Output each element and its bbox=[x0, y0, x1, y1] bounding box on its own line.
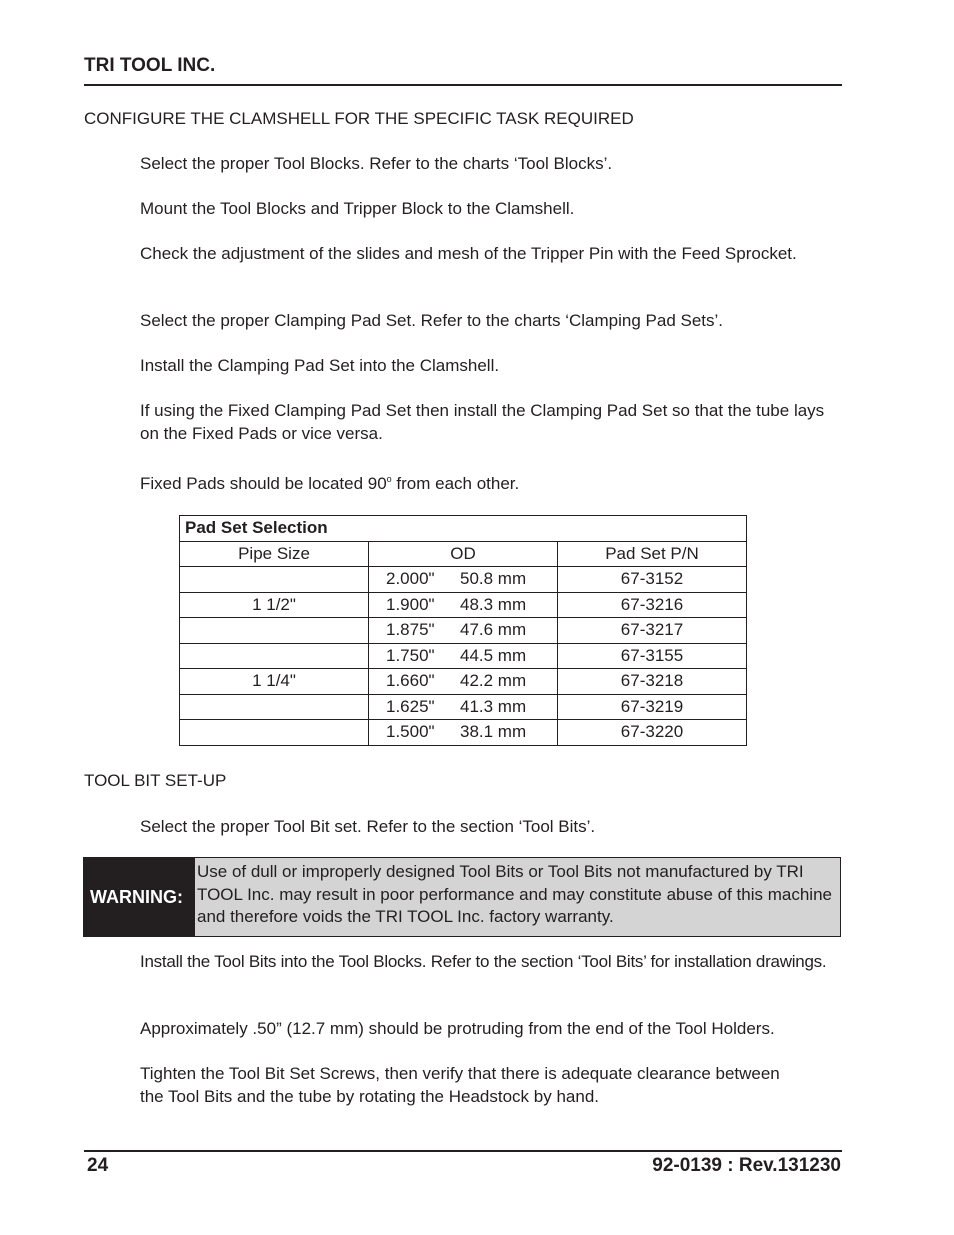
od-cell bbox=[369, 618, 558, 644]
pad-set-pn-cell: 67-3155 bbox=[558, 643, 747, 669]
paragraph-protrusion: Approximately .50” (12.7 mm) should be protruding from the end of the Tool Holders. bbox=[140, 1019, 775, 1038]
od-cell bbox=[369, 720, 558, 746]
header-rule bbox=[84, 84, 842, 86]
paragraph-fixed-clamping: If using the Fixed Clamping Pad Set then install the Clamping Pad Set so that the tube lays on the Fixed Pads or vice versa. bbox=[140, 401, 825, 443]
pipe-size-cell bbox=[180, 618, 369, 644]
pad-set-pn-cell: 67-3152 bbox=[558, 567, 747, 593]
warning-text: Use of dull or improperly designed Tool Bits or Tool Bits not manufactured by TRI TOOL Inc. may result in poor performance and may constitute abuse of this machine and therefore voids the TRI TOOL Inc. factory warranty. bbox=[195, 858, 840, 936]
table-title: Pad Set Selection bbox=[180, 516, 747, 542]
od-cell bbox=[369, 694, 558, 720]
od-cell bbox=[369, 567, 558, 593]
table-row bbox=[180, 669, 747, 695]
od-inches: 1.500" bbox=[386, 722, 435, 742]
pad-set-pn-cell: 67-3216 bbox=[558, 592, 747, 618]
footer-rule bbox=[84, 1150, 842, 1152]
paragraph-fixed-pads bbox=[140, 468, 840, 496]
pad-set-pn-cell: 67-3220 bbox=[558, 720, 747, 746]
table-row bbox=[180, 720, 747, 746]
pad-set-pn-cell: 67-3217 bbox=[558, 618, 747, 644]
paragraph-select-tool-bit: Select the proper Tool Bit set. Refer to the section ‘Tool Bits’. bbox=[140, 817, 596, 836]
table-row bbox=[180, 592, 747, 618]
pad-set-pn-cell: 67-3219 bbox=[558, 694, 747, 720]
od-cell bbox=[369, 643, 558, 669]
paragraph-install-tool-bits: Install the Tool Bits into the Tool Blocks. Refer to the section ‘Tool Bits’ for installation drawings. bbox=[140, 952, 827, 971]
table-row bbox=[180, 618, 747, 644]
od-cell bbox=[369, 592, 558, 618]
od-inches: 1.875" bbox=[386, 620, 435, 640]
pipe-size-cell bbox=[180, 694, 369, 720]
column-header-od: OD bbox=[369, 541, 558, 567]
pipe-size-cell: 1 1/4" bbox=[180, 669, 369, 695]
warning-label: WARNING: bbox=[84, 858, 195, 936]
paragraph-tool-blocks: Select the proper Tool Blocks. Refer to the charts ‘Tool Blocks’. bbox=[140, 154, 613, 173]
od-inches: 1.750" bbox=[386, 645, 435, 665]
column-header-pipe-size: Pipe Size bbox=[180, 541, 369, 567]
pipe-size-cell: 1 1/2" bbox=[180, 592, 369, 618]
company-header: TRI TOOL INC. bbox=[84, 55, 216, 76]
warning-box bbox=[83, 857, 841, 937]
degree-sign: o bbox=[386, 474, 392, 484]
od-mm: 44.5 mm bbox=[460, 645, 527, 665]
document-revision: 92-0139 : Rev.131230 bbox=[652, 1155, 841, 1176]
od-mm: 38.1 mm bbox=[460, 722, 527, 742]
column-header-pad-set-pn: Pad Set P/N bbox=[558, 541, 747, 567]
od-mm: 48.3 mm bbox=[460, 594, 527, 614]
paragraph-install-pad-set: Install the Clamping Pad Set into the Clamshell. bbox=[140, 356, 500, 375]
od-inches: 2.000" bbox=[386, 569, 435, 589]
fixed-pads-text-b: from each other. bbox=[391, 474, 520, 493]
od-inches: 1.625" bbox=[386, 696, 435, 716]
od-mm: 47.6 mm bbox=[460, 620, 527, 640]
od-inches: 1.660" bbox=[386, 671, 435, 691]
od-mm: 50.8 mm bbox=[460, 569, 527, 589]
page-number: 24 bbox=[87, 1155, 109, 1176]
od-mm: 41.3 mm bbox=[460, 696, 527, 716]
pad-set-pn-cell: 67-3218 bbox=[558, 669, 747, 695]
table-row bbox=[180, 694, 747, 720]
od-cell bbox=[369, 669, 558, 695]
pipe-size-cell bbox=[180, 567, 369, 593]
section-heading-tool-bit: TOOL BIT SET-UP bbox=[84, 771, 227, 790]
table-row bbox=[180, 643, 747, 669]
pad-set-table bbox=[179, 515, 747, 746]
od-inches: 1.900" bbox=[386, 594, 435, 614]
paragraph-check-adjustment: Check the adjustment of the slides and mesh of the Tripper Pin with the Feed Sprocket. bbox=[140, 244, 797, 263]
pipe-size-cell bbox=[180, 720, 369, 746]
paragraph-tighten-screws: Tighten the Tool Bit Set Screws, then verify that there is adequate clearance between the Tool Bits and the tube by rotating the Headstock by hand. bbox=[140, 1064, 780, 1106]
paragraph-mount-blocks: Mount the Tool Blocks and Tripper Block to the Clamshell. bbox=[140, 199, 575, 218]
fixed-pads-text-a: Fixed Pads should be located 90 bbox=[140, 474, 387, 493]
section-heading-clamshell: CONFIGURE THE CLAMSHELL FOR THE SPECIFIC TASK REQUIRED bbox=[84, 109, 634, 128]
pipe-size-cell bbox=[180, 643, 369, 669]
paragraph-select-pad-set: Select the proper Clamping Pad Set. Refer to the charts ‘Clamping Pad Sets’. bbox=[140, 311, 724, 330]
table-row bbox=[180, 567, 747, 593]
od-mm: 42.2 mm bbox=[460, 671, 527, 691]
